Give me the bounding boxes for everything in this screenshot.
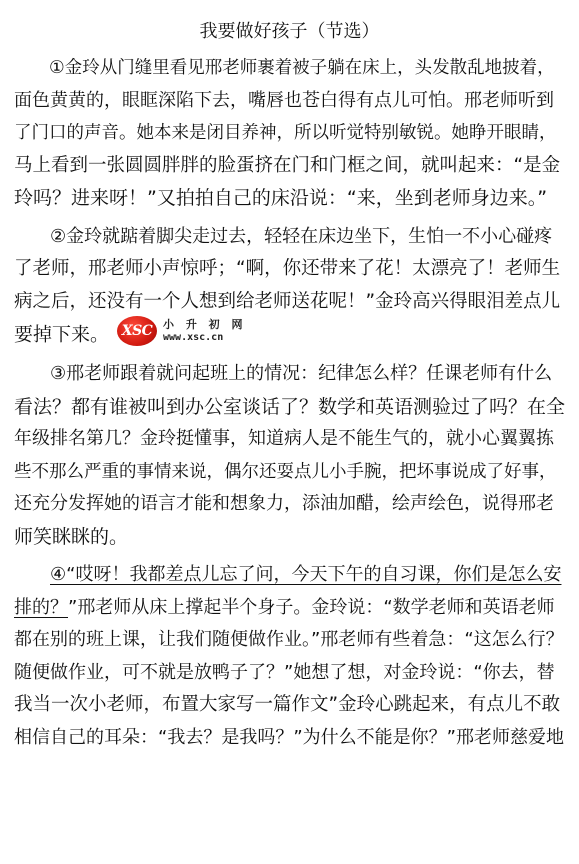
paragraph-line: ①金玲从门缝里看见邢老师裹着被子躺在床上，头发散乱地披着， xyxy=(49,58,555,78)
paragraph-line: 都在别的班上课，让我们随便做作业。”邢老师有些着急：“这怎么行？ xyxy=(14,629,564,650)
paragraph-line xyxy=(14,592,565,625)
paragraph-line-text: ”邢老师从床上撑起半个身子。金玲说：“数学老师和英语老师 xyxy=(68,596,555,618)
watermark-url: www.xsc.cn xyxy=(163,331,224,343)
paragraph-line: ③邢老师跟着就问起班上的情况：纪律怎么样？任课老师有什么 xyxy=(50,363,553,384)
watermark-logo xyxy=(117,314,247,348)
paragraph-line: 玲吗？进来呀！”又拍拍自己的床沿说：“来，坐到老师身边来。” xyxy=(14,187,548,209)
paragraph-line: 了门口的声音。她本来是闭目养神，所以听觉特别敏锐。她睁开眼睛， xyxy=(14,123,557,143)
paragraph-line: 师笑眯眯的。 xyxy=(14,525,129,548)
paragraph-line-text: 要掉下来。 xyxy=(14,323,110,346)
paragraph-2 xyxy=(14,221,565,353)
paragraph-line: 马上看到一张圆圆胖胖的脸蛋挤在门和门框之间，就叫起来：“是金 xyxy=(14,154,561,176)
watermark-name: 小 升 初 网 xyxy=(163,317,247,331)
paragraph-line: 些不那么严重的事情来说，偶尔还耍点儿小手腕，把坏事说成了好事， xyxy=(14,461,557,482)
paragraph-3 xyxy=(14,358,565,553)
paragraph-1 xyxy=(14,52,565,215)
paragraph-line: 相信自己的耳朵：“我去？是我吗？”为什么不能是你？”邢老师慈爱地 xyxy=(14,726,564,748)
paragraph-line xyxy=(14,318,565,352)
paragraph-line: 面色黄黄的，眼眶深陷下去，嘴唇也苍白得有点儿可怕。邢老师听到 xyxy=(14,89,554,111)
paragraph-line: 我当一次小老师，布置大家写一篇作文”金玲心跳起来，有点儿不敢 xyxy=(14,694,561,715)
paragraph-line: 随便做作业，可不就是放鸭子了？”她想了想，对金玲说：“你去，替 xyxy=(14,661,555,683)
watermark-text xyxy=(163,318,247,344)
watermark-badge-icon: XSC xyxy=(117,316,157,346)
paragraph-4 xyxy=(14,559,565,754)
underlined-text: 排的？ xyxy=(14,596,68,618)
underlined-line: ④“哎呀！我都差点儿忘了问，今天下午的自习课，你们是怎么安 xyxy=(50,564,562,585)
paragraph-line: 了老师，邢老师小声惊呼；“啊，你还带来了花！太漂亮了！老师生 xyxy=(14,258,561,279)
paragraph-line: 还充分发挥她的语言才能和想象力，添油加醋，绘声绘色，说得邢老 xyxy=(14,493,554,514)
paragraph-line: 年级排名第几？金玲挺懂事，知道病人是不能生气的，就小心翼翼拣 xyxy=(14,428,554,449)
paragraph-line: 看法？都有谁被叫到办公室谈话了？数学和英语测验过了吗？在全 xyxy=(14,395,566,418)
document-title: 我要做好孩子（节选） xyxy=(199,21,380,42)
paragraph-line: ②金玲就踮着脚尖走过去，轻轻在床边坐下，生怕一不小心碰疼 xyxy=(50,225,553,247)
paragraph-line: 病之后，还没有一个人想到给老师送花呢！”金玲高兴得眼泪差点儿 xyxy=(14,290,561,312)
